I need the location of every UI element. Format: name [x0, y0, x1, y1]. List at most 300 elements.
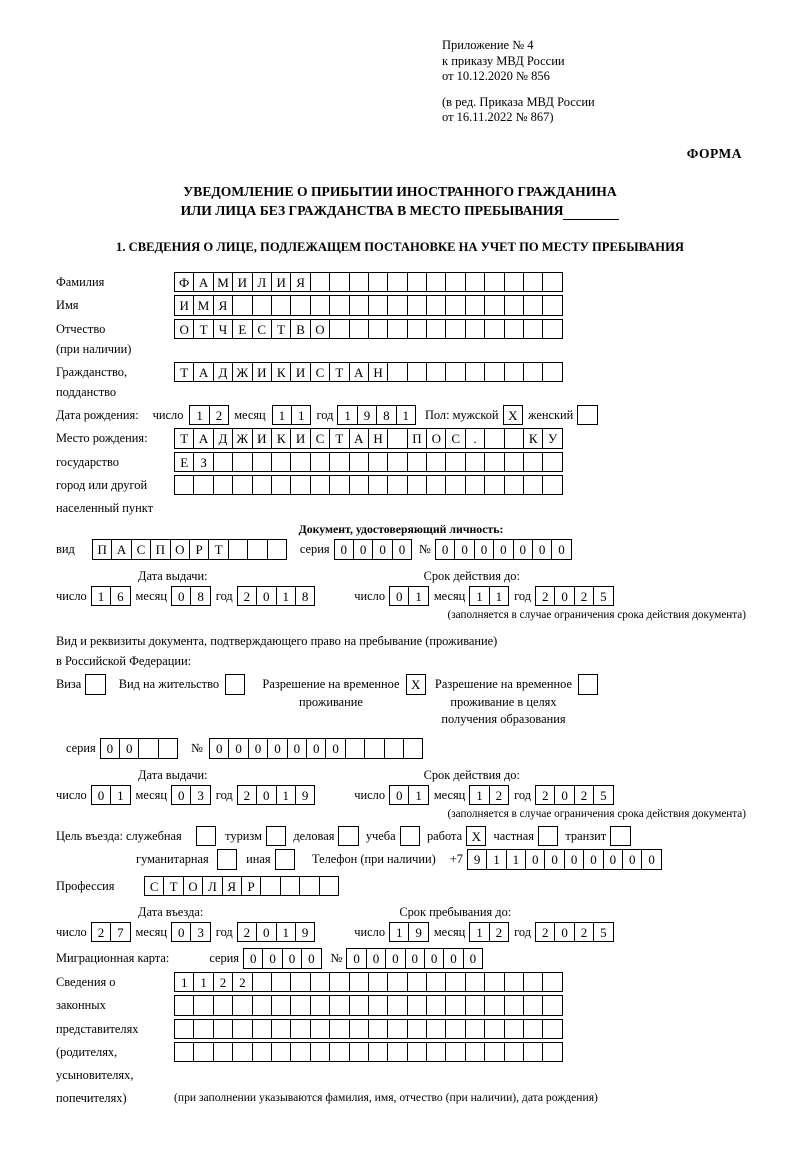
- birth-place-city-input-1[interactable]: [174, 452, 562, 472]
- cell[interactable]: [542, 362, 562, 382]
- phone-input[interactable]: [467, 849, 661, 869]
- cell[interactable]: [349, 475, 369, 495]
- cell[interactable]: [213, 1019, 233, 1039]
- permit-number-input[interactable]: [209, 738, 422, 758]
- cell[interactable]: [484, 452, 504, 472]
- cell[interactable]: [247, 539, 267, 559]
- cell[interactable]: А: [349, 362, 369, 382]
- cell[interactable]: 1: [408, 785, 428, 805]
- cell[interactable]: [445, 995, 465, 1015]
- cell[interactable]: С: [310, 428, 330, 448]
- doc-series-input[interactable]: [334, 539, 412, 559]
- cell[interactable]: 2: [232, 972, 252, 992]
- cell[interactable]: [310, 995, 330, 1015]
- cell[interactable]: [523, 475, 543, 495]
- cell[interactable]: [407, 295, 427, 315]
- cell[interactable]: [504, 272, 524, 292]
- cell[interactable]: 0: [389, 586, 409, 606]
- cell[interactable]: Н: [368, 362, 388, 382]
- cell[interactable]: [504, 428, 524, 448]
- birth-month-input[interactable]: [272, 405, 311, 425]
- cell[interactable]: [349, 972, 369, 992]
- cell[interactable]: [271, 995, 291, 1015]
- cell[interactable]: Я: [213, 295, 233, 315]
- permit-series-input[interactable]: [100, 738, 178, 758]
- cell[interactable]: [465, 319, 485, 339]
- cell[interactable]: [349, 1042, 369, 1062]
- cell[interactable]: [484, 272, 504, 292]
- cell[interactable]: [426, 272, 446, 292]
- cell[interactable]: [504, 1042, 524, 1062]
- cell[interactable]: 0: [641, 849, 661, 869]
- permit-issue-day-input[interactable]: [91, 785, 130, 805]
- cell[interactable]: [484, 972, 504, 992]
- cell[interactable]: [225, 674, 245, 694]
- cell[interactable]: П: [407, 428, 427, 448]
- cell[interactable]: Т: [174, 362, 194, 382]
- stay-day-input[interactable]: [389, 922, 428, 942]
- cell[interactable]: [329, 295, 349, 315]
- cell[interactable]: Р: [189, 539, 209, 559]
- purpose-other-checkbox[interactable]: [275, 849, 294, 869]
- cell[interactable]: [252, 475, 272, 495]
- cell[interactable]: [368, 452, 388, 472]
- birth-place-state-input[interactable]: [174, 428, 562, 448]
- cell[interactable]: [577, 405, 597, 425]
- cell[interactable]: 0: [622, 849, 642, 869]
- surname-input[interactable]: [174, 272, 562, 292]
- cell[interactable]: [426, 1019, 446, 1039]
- cell[interactable]: [193, 995, 213, 1015]
- cell[interactable]: 0: [282, 948, 302, 968]
- cell[interactable]: [158, 738, 178, 758]
- cell[interactable]: 0: [171, 785, 191, 805]
- cell[interactable]: [445, 972, 465, 992]
- cell[interactable]: [426, 452, 446, 472]
- cell[interactable]: [260, 876, 280, 896]
- valid-day-input[interactable]: [389, 586, 428, 606]
- cell[interactable]: [407, 475, 427, 495]
- cell[interactable]: С: [310, 362, 330, 382]
- cell[interactable]: [523, 995, 543, 1015]
- cell[interactable]: 0: [463, 948, 483, 968]
- cell[interactable]: [368, 475, 388, 495]
- cell[interactable]: М: [213, 272, 233, 292]
- cell[interactable]: [368, 319, 388, 339]
- cell[interactable]: [329, 475, 349, 495]
- cell[interactable]: 8: [295, 586, 315, 606]
- citizenship-input[interactable]: [174, 362, 562, 382]
- cell[interactable]: Я: [290, 272, 310, 292]
- cell[interactable]: И: [252, 362, 272, 382]
- cell[interactable]: [445, 295, 465, 315]
- entry-year-input[interactable]: [237, 922, 315, 942]
- migr-series-input[interactable]: [243, 948, 321, 968]
- cell[interactable]: 0: [301, 948, 321, 968]
- purpose-transit-checkbox[interactable]: [610, 826, 629, 846]
- cell[interactable]: [280, 876, 300, 896]
- profession-input[interactable]: [144, 876, 338, 896]
- cell[interactable]: [349, 1019, 369, 1039]
- cell[interactable]: [368, 1042, 388, 1062]
- cell[interactable]: Л: [202, 876, 222, 896]
- cell[interactable]: 2: [535, 922, 555, 942]
- cell[interactable]: Т: [174, 428, 194, 448]
- cell[interactable]: 2: [209, 405, 229, 425]
- legal-rep-input-3[interactable]: [174, 1019, 562, 1039]
- cell[interactable]: [445, 319, 465, 339]
- cell[interactable]: [504, 452, 524, 472]
- legal-rep-input-2[interactable]: [174, 995, 562, 1015]
- cell[interactable]: 1: [337, 405, 357, 425]
- cell[interactable]: [484, 475, 504, 495]
- cell[interactable]: А: [111, 539, 131, 559]
- cell[interactable]: [407, 1019, 427, 1039]
- cell[interactable]: 0: [554, 586, 574, 606]
- cell[interactable]: 0: [262, 948, 282, 968]
- purpose-official-checkbox[interactable]: [196, 826, 215, 846]
- doc-number-input[interactable]: [435, 539, 571, 559]
- cell[interactable]: 2: [489, 785, 509, 805]
- cell[interactable]: 0: [346, 948, 366, 968]
- cell[interactable]: Ж: [232, 362, 252, 382]
- cell[interactable]: [310, 452, 330, 472]
- cell[interactable]: [387, 295, 407, 315]
- cell[interactable]: [290, 475, 310, 495]
- cell[interactable]: 0: [267, 738, 287, 758]
- cell[interactable]: 0: [443, 948, 463, 968]
- cell[interactable]: [504, 475, 524, 495]
- cell[interactable]: [252, 295, 272, 315]
- cell[interactable]: [290, 452, 310, 472]
- cell[interactable]: [349, 319, 369, 339]
- cell[interactable]: 0: [554, 785, 574, 805]
- issue-year-input[interactable]: [237, 586, 315, 606]
- visa-checkbox[interactable]: [85, 674, 104, 694]
- cell[interactable]: З: [193, 452, 213, 472]
- cell[interactable]: [271, 1042, 291, 1062]
- purpose-private-checkbox[interactable]: [538, 826, 557, 846]
- cell[interactable]: 9: [357, 405, 377, 425]
- cell[interactable]: Р: [241, 876, 261, 896]
- stay-month-input[interactable]: [469, 922, 508, 942]
- cell[interactable]: 0: [287, 738, 307, 758]
- cell[interactable]: [387, 475, 407, 495]
- cell[interactable]: 5: [593, 922, 613, 942]
- cell[interactable]: [445, 272, 465, 292]
- cell[interactable]: 0: [525, 849, 545, 869]
- cell[interactable]: [445, 452, 465, 472]
- cell[interactable]: [407, 362, 427, 382]
- cell[interactable]: 2: [237, 785, 257, 805]
- cell[interactable]: [426, 995, 446, 1015]
- cell[interactable]: [368, 272, 388, 292]
- cell[interactable]: Л: [252, 272, 272, 292]
- cell[interactable]: [310, 272, 330, 292]
- cell[interactable]: 9: [467, 849, 487, 869]
- cell[interactable]: 0: [564, 849, 584, 869]
- temp-res-checkbox[interactable]: [406, 674, 425, 694]
- name-input[interactable]: [174, 295, 562, 315]
- cell[interactable]: [174, 475, 194, 495]
- cell[interactable]: [329, 1042, 349, 1062]
- cell[interactable]: 0: [372, 539, 392, 559]
- cell[interactable]: [403, 738, 423, 758]
- cell[interactable]: [387, 428, 407, 448]
- cell[interactable]: 9: [295, 785, 315, 805]
- cell[interactable]: 0: [554, 922, 574, 942]
- cell[interactable]: [271, 1019, 291, 1039]
- cell[interactable]: [271, 475, 291, 495]
- cell[interactable]: [252, 972, 272, 992]
- cell[interactable]: [228, 539, 248, 559]
- permit-valid-day-input[interactable]: [389, 785, 428, 805]
- cell[interactable]: [193, 475, 213, 495]
- patronymic-input[interactable]: [174, 319, 562, 339]
- cell[interactable]: [232, 475, 252, 495]
- cell[interactable]: 0: [256, 785, 276, 805]
- edu-res-checkbox[interactable]: [578, 674, 597, 694]
- cell[interactable]: [465, 295, 485, 315]
- cell[interactable]: [196, 826, 216, 846]
- cell[interactable]: М: [193, 295, 213, 315]
- cell[interactable]: [387, 362, 407, 382]
- cell[interactable]: И: [271, 272, 291, 292]
- cell[interactable]: [232, 995, 252, 1015]
- cell[interactable]: [252, 1042, 272, 1062]
- entry-month-input[interactable]: [171, 922, 210, 942]
- cell[interactable]: [484, 428, 504, 448]
- cell[interactable]: [542, 295, 562, 315]
- cell[interactable]: [310, 972, 330, 992]
- cell[interactable]: П: [150, 539, 170, 559]
- cell[interactable]: А: [193, 428, 213, 448]
- cell[interactable]: [465, 452, 485, 472]
- cell[interactable]: [407, 1042, 427, 1062]
- cell[interactable]: 2: [237, 586, 257, 606]
- cell[interactable]: [445, 475, 465, 495]
- cell[interactable]: О: [174, 319, 194, 339]
- cell[interactable]: Т: [193, 319, 213, 339]
- cell[interactable]: [329, 972, 349, 992]
- cell[interactable]: [484, 319, 504, 339]
- cell[interactable]: 1: [486, 849, 506, 869]
- cell[interactable]: [217, 849, 237, 869]
- cell[interactable]: [542, 475, 562, 495]
- cell[interactable]: [271, 452, 291, 472]
- cell[interactable]: [523, 1019, 543, 1039]
- cell[interactable]: 5: [593, 586, 613, 606]
- cell[interactable]: 1: [469, 785, 489, 805]
- cell[interactable]: И: [252, 428, 272, 448]
- cell[interactable]: 1: [408, 586, 428, 606]
- cell[interactable]: К: [271, 362, 291, 382]
- doc-kind-input[interactable]: [92, 539, 286, 559]
- cell[interactable]: 1: [272, 405, 292, 425]
- cell[interactable]: [271, 295, 291, 315]
- cell[interactable]: Е: [232, 319, 252, 339]
- cell[interactable]: [445, 362, 465, 382]
- cell[interactable]: [542, 452, 562, 472]
- cell[interactable]: [484, 1019, 504, 1039]
- cell[interactable]: 6: [110, 586, 130, 606]
- cell[interactable]: О: [170, 539, 190, 559]
- cell[interactable]: 0: [91, 785, 111, 805]
- cell[interactable]: [542, 1019, 562, 1039]
- cell[interactable]: [523, 1042, 543, 1062]
- birth-place-city-input-2[interactable]: [174, 475, 562, 495]
- cell[interactable]: .: [465, 428, 485, 448]
- permit-issue-year-input[interactable]: [237, 785, 315, 805]
- cell[interactable]: Е: [174, 452, 194, 472]
- cell[interactable]: 3: [190, 785, 210, 805]
- sex-female-checkbox[interactable]: [577, 405, 596, 425]
- cell[interactable]: 9: [408, 922, 428, 942]
- issue-month-input[interactable]: [171, 586, 210, 606]
- cell[interactable]: [484, 295, 504, 315]
- cell[interactable]: [329, 452, 349, 472]
- valid-month-input[interactable]: [469, 586, 508, 606]
- cell[interactable]: [213, 1042, 233, 1062]
- cell[interactable]: [407, 452, 427, 472]
- cell[interactable]: [310, 295, 330, 315]
- cell[interactable]: [213, 452, 233, 472]
- cell[interactable]: 0: [256, 922, 276, 942]
- cell[interactable]: 1: [489, 586, 509, 606]
- cell[interactable]: Н: [368, 428, 388, 448]
- cell[interactable]: [484, 995, 504, 1015]
- cell[interactable]: 0: [248, 738, 268, 758]
- cell[interactable]: [523, 319, 543, 339]
- cell[interactable]: [329, 995, 349, 1015]
- cell[interactable]: [193, 1042, 213, 1062]
- cell[interactable]: А: [193, 362, 213, 382]
- purpose-business-checkbox[interactable]: [338, 826, 357, 846]
- cell[interactable]: С: [445, 428, 465, 448]
- cell[interactable]: [504, 319, 524, 339]
- cell[interactable]: 0: [551, 539, 571, 559]
- cell[interactable]: 2: [489, 922, 509, 942]
- cell[interactable]: [542, 319, 562, 339]
- cell[interactable]: 0: [389, 785, 409, 805]
- cell[interactable]: [267, 539, 287, 559]
- cell[interactable]: 0: [532, 539, 552, 559]
- cell[interactable]: 0: [228, 738, 248, 758]
- cell[interactable]: 5: [593, 785, 613, 805]
- cell[interactable]: С: [144, 876, 164, 896]
- cell[interactable]: [345, 738, 365, 758]
- cell[interactable]: [426, 475, 446, 495]
- cell[interactable]: [252, 452, 272, 472]
- cell[interactable]: [174, 1019, 194, 1039]
- cell[interactable]: [213, 475, 233, 495]
- cell[interactable]: X: [503, 405, 523, 425]
- cell[interactable]: [387, 1019, 407, 1039]
- cell[interactable]: [349, 995, 369, 1015]
- cell[interactable]: 0: [424, 948, 444, 968]
- cell[interactable]: X: [406, 674, 426, 694]
- purpose-work-checkbox[interactable]: [466, 826, 485, 846]
- cell[interactable]: 0: [334, 539, 354, 559]
- birth-year-input[interactable]: [337, 405, 415, 425]
- cell[interactable]: 0: [171, 586, 191, 606]
- cell[interactable]: [504, 1019, 524, 1039]
- cell[interactable]: И: [290, 428, 310, 448]
- cell[interactable]: [387, 1042, 407, 1062]
- cell[interactable]: 1: [396, 405, 416, 425]
- permit-valid-year-input[interactable]: [535, 785, 613, 805]
- cell[interactable]: [504, 362, 524, 382]
- cell[interactable]: [252, 1019, 272, 1039]
- cell[interactable]: 1: [91, 586, 111, 606]
- cell[interactable]: [426, 362, 446, 382]
- cell[interactable]: [319, 876, 339, 896]
- cell[interactable]: 1: [291, 405, 311, 425]
- cell[interactable]: 0: [256, 586, 276, 606]
- cell[interactable]: 0: [171, 922, 191, 942]
- cell[interactable]: [232, 452, 252, 472]
- cell[interactable]: П: [92, 539, 112, 559]
- cell[interactable]: 1: [469, 586, 489, 606]
- cell[interactable]: 1: [276, 922, 296, 942]
- purpose-humanitarian-checkbox[interactable]: [217, 849, 236, 869]
- permit-issue-month-input[interactable]: [171, 785, 210, 805]
- valid-year-input[interactable]: [535, 586, 613, 606]
- cell[interactable]: [484, 362, 504, 382]
- permit-valid-month-input[interactable]: [469, 785, 508, 805]
- cell[interactable]: [271, 972, 291, 992]
- cell[interactable]: Т: [208, 539, 228, 559]
- cell[interactable]: [290, 995, 310, 1015]
- cell[interactable]: 1: [189, 405, 209, 425]
- cell[interactable]: [407, 972, 427, 992]
- cell[interactable]: [538, 826, 558, 846]
- cell[interactable]: 1: [276, 785, 296, 805]
- cell[interactable]: [299, 876, 319, 896]
- cell[interactable]: [232, 1019, 252, 1039]
- cell[interactable]: С: [131, 539, 151, 559]
- cell[interactable]: Д: [213, 428, 233, 448]
- cell[interactable]: 0: [119, 738, 139, 758]
- cell[interactable]: [465, 972, 485, 992]
- cell[interactable]: И: [232, 272, 252, 292]
- cell[interactable]: 1: [110, 785, 130, 805]
- cell[interactable]: 2: [213, 972, 233, 992]
- cell[interactable]: [387, 272, 407, 292]
- cell[interactable]: [310, 1042, 330, 1062]
- cell[interactable]: У: [542, 428, 562, 448]
- cell[interactable]: 0: [493, 539, 513, 559]
- cell[interactable]: 1: [174, 972, 194, 992]
- cell[interactable]: 0: [435, 539, 455, 559]
- cell[interactable]: [407, 319, 427, 339]
- cell[interactable]: [504, 295, 524, 315]
- cell[interactable]: 0: [366, 948, 386, 968]
- cell[interactable]: 1: [469, 922, 489, 942]
- cell[interactable]: [465, 1019, 485, 1039]
- cell[interactable]: И: [174, 295, 194, 315]
- cell[interactable]: 0: [325, 738, 345, 758]
- cell[interactable]: С: [252, 319, 272, 339]
- cell[interactable]: 0: [405, 948, 425, 968]
- cell[interactable]: Т: [329, 362, 349, 382]
- cell[interactable]: [523, 362, 543, 382]
- cell[interactable]: 0: [100, 738, 120, 758]
- cell[interactable]: [542, 972, 562, 992]
- cell[interactable]: А: [193, 272, 213, 292]
- cell[interactable]: 8: [376, 405, 396, 425]
- legal-rep-input-4[interactable]: [174, 1042, 562, 1062]
